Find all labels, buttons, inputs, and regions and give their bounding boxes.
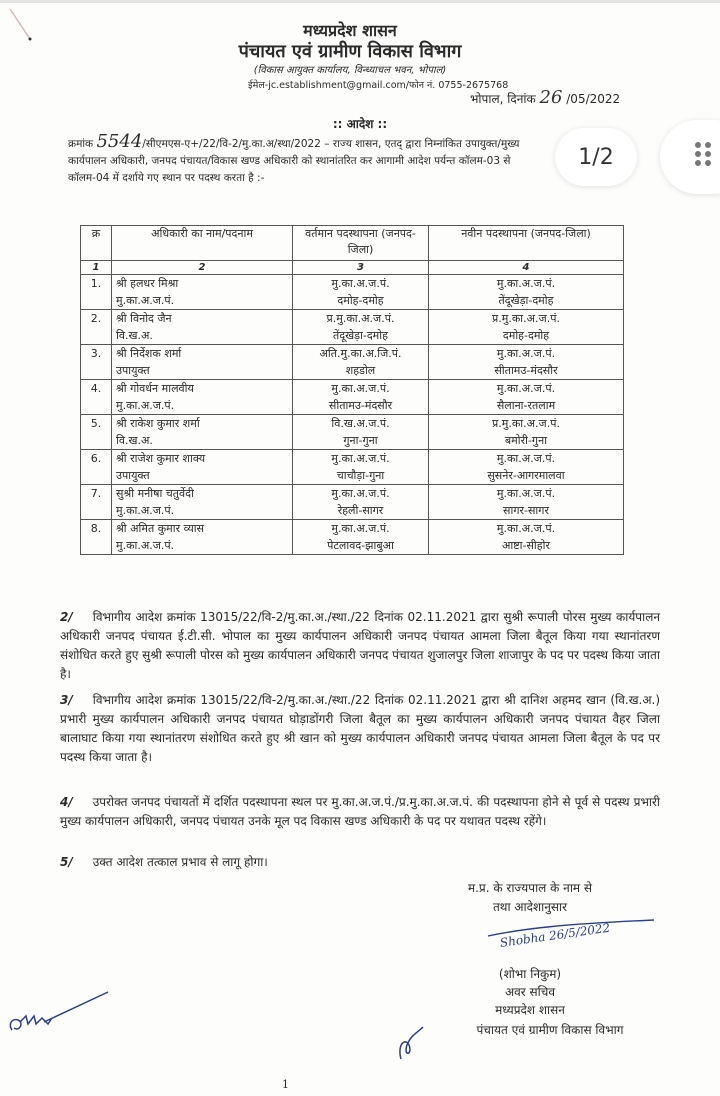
letterhead-office: (विकास आयुक्त कार्यालय, विन्ध्याचल भवन, भोपाल) bbox=[253, 65, 447, 76]
officer-name: श्री राकेश कुमार शर्मा bbox=[116, 417, 200, 430]
officer-name: श्री राजेश कुमार शाक्य bbox=[116, 452, 206, 465]
date-rest: /05/2022 bbox=[566, 92, 621, 106]
current-post: मु.का.अ.ज.पं. bbox=[331, 487, 390, 500]
cell-new-posting bbox=[429, 450, 624, 485]
initial-mark bbox=[395, 1015, 425, 1065]
cell-new-posting bbox=[429, 415, 624, 450]
current-place: सीतामउ-मंदसौर bbox=[328, 399, 393, 412]
header-sn: क्र bbox=[81, 226, 112, 261]
paragraph-4 bbox=[60, 793, 660, 831]
cell-new-posting bbox=[429, 485, 624, 520]
cell-officer bbox=[112, 520, 293, 555]
current-post: मु.का.अ.ज.पं. bbox=[331, 452, 390, 465]
new-place: सागर-सागर bbox=[503, 504, 549, 517]
new-place: आष्टा-सीहोर bbox=[502, 539, 550, 552]
page-indicator bbox=[555, 128, 637, 186]
table-row bbox=[81, 345, 624, 380]
letterhead-contact: ईमेल-jc.establishment@gmail.com/फोन नं. 0755-2675768 bbox=[248, 80, 509, 91]
cell-current-posting bbox=[293, 520, 429, 555]
cell-officer bbox=[112, 415, 293, 450]
officer-name: सुश्री मनीषा चतुर्वेदी bbox=[116, 487, 194, 500]
cell-sn bbox=[81, 275, 112, 310]
new-post: मु.का.अ.ज.पं. bbox=[496, 347, 556, 360]
table-row bbox=[81, 485, 624, 520]
letterhead-department: पंचायत एवं ग्रामीण विकास विभाग bbox=[238, 41, 462, 62]
paragraph-text: उक्त आदेश तत्काल प्रभाव से लागू होगा। bbox=[92, 855, 268, 869]
signatory-government: मध्यप्रदेश शासन bbox=[495, 1003, 565, 1017]
cell-officer bbox=[112, 450, 293, 485]
column-number: 1 bbox=[81, 261, 112, 275]
header-new-posting: नवीन पदस्थापना (जनपद-जिला) bbox=[429, 226, 624, 261]
cell-current-posting bbox=[293, 310, 429, 345]
cell-sn bbox=[81, 345, 112, 380]
serial-number: 6. bbox=[90, 452, 102, 465]
cell-current-posting bbox=[293, 275, 429, 310]
signatory-department: पंचायत एवं ग्रामीण विकास विभाग bbox=[476, 1023, 624, 1037]
paragraph-text: विभागीय आदेश क्रमांक 13015/22/वि-2/मु.का.अ./स्था./22 दिनांक 02.11.2021 द्वारा सुश्री रूपाली पोरस मुख्य कार्यपालन अधिकारी जनपद पंचायत ई.टी.सी. भोपाल का मुख्य कार्यपालन अधिकारी जनपद पंचायत आमला जिला बैतूल किया गया स्थानांतरण संशोधित करते हुए सुश्री रूपाली पोरस को मुख्य कार्यपालन अधिकारी जनपद पंचायत शुजालपुर जिला शाजापुर के पद पर पदस्थ किया जाता है। bbox=[60, 610, 660, 681]
officer-designation: मु.का.अ.ज.पं. bbox=[116, 504, 175, 517]
serial-number: 5. bbox=[90, 417, 102, 430]
cell-new-posting bbox=[429, 520, 624, 555]
order-intro-text: /सीएमएस-ए+/22/वि-2/मु.का.अ/स्था/2022 – राज्य शासन, एतद् द्वारा निम्नांकित उपायुक्त/मुख्य कार्यपालन अधिकारी, जनपद पंचायत/विकास खण्ड अधिकारी को स्थानांतरित कर आगामी आदेश पर्यन्त कॉलम-03 से कॉलम-04 में दर्शाये गए स्थान पर पदस्थ करता है :- bbox=[68, 138, 520, 184]
current-post: मु.का.अ.ज.पं. bbox=[331, 382, 390, 395]
current-place: शहडोल bbox=[345, 364, 376, 377]
cell-current-posting bbox=[293, 380, 429, 415]
letterhead-government: मध्यप्रदेश शासन bbox=[303, 21, 397, 40]
officer-name: श्री अमित कुमार व्यास bbox=[116, 522, 205, 535]
cell-current-posting bbox=[293, 485, 429, 520]
order-intro bbox=[68, 133, 538, 187]
new-post: मु.का.अ.ज.पं. bbox=[496, 487, 556, 500]
transfer-table bbox=[80, 225, 624, 555]
paragraph-5 bbox=[60, 853, 660, 872]
officer-name: श्री हलधर मिश्रा bbox=[116, 277, 179, 290]
table-header-row bbox=[81, 226, 624, 261]
officer-designation: उपायुक्त bbox=[116, 364, 150, 377]
paragraph-number: 2/ bbox=[60, 610, 73, 624]
header-current-posting: वर्तमान पदस्थापना (जनपद-जिला) bbox=[293, 226, 429, 261]
table-row bbox=[81, 415, 624, 450]
new-place: बमोरी-गुना bbox=[504, 434, 548, 447]
serial-number: 2. bbox=[90, 312, 102, 325]
paragraph-2 bbox=[60, 608, 660, 684]
officer-name: श्री विनोद जैन bbox=[116, 312, 172, 325]
cell-sn bbox=[81, 520, 112, 555]
signatory-name: (शोभा निकुम) bbox=[498, 967, 562, 981]
officer-designation: मु.का.अ.ज.पं. bbox=[116, 539, 175, 552]
current-place: तेंदूखेड़ा-दमोह bbox=[333, 329, 388, 342]
initials-signature bbox=[4, 988, 114, 1038]
cell-current-posting bbox=[293, 450, 429, 485]
current-post: वि.ख.अ.ज.पं. bbox=[331, 417, 390, 430]
signatory-title: अवर सचिव bbox=[504, 985, 556, 999]
serial-number: 4. bbox=[90, 382, 102, 395]
current-post: मु.का.अ.ज.पं. bbox=[331, 522, 390, 535]
more-dots-icon bbox=[695, 142, 711, 166]
signature-authority-line2: तथा आदेशानुसार bbox=[492, 900, 568, 914]
officer-designation: वि.ख.अ. bbox=[116, 434, 153, 447]
cell-officer bbox=[112, 310, 293, 345]
new-post: प्र.मु.का.अ.ज.पं. bbox=[492, 417, 560, 430]
cell-new-posting bbox=[429, 380, 624, 415]
table-row bbox=[81, 310, 624, 345]
table-row bbox=[81, 450, 624, 485]
table-row bbox=[81, 275, 624, 310]
column-number: 3 bbox=[293, 261, 429, 275]
order-heading: :: आदेश :: bbox=[332, 117, 388, 131]
current-place: चाचौड़ा-गुना bbox=[336, 469, 385, 482]
paragraph-text: विभागीय आदेश क्रमांक 13015/22/वि-2/मु.का.अ./स्था./22 दिनांक 02.11.2021 द्वारा श्री दानिश अहमद खान (वि.ख.अ.) प्रभारी मुख्य कार्यपालन अधिकारी जनपद पंचायत घोड़ाडोंगरी जिला बैतूल का मुख्य कार्यपालन अधिकारी जनपद पंचायत वैहर जिला बालाघाट किया गया स्थानांतरण संशोधित करते हुए श्री खान को मुख्य कार्यपालन अधिकारी जनपद पंचायत आमला जिला बैतूल के पद पर पदस्थ किया जाता है। bbox=[60, 693, 660, 764]
officer-designation: उपायुक्त bbox=[116, 469, 150, 482]
serial-number: 8. bbox=[90, 522, 102, 535]
current-post: अति.मु.का.अ.जि.पं. bbox=[319, 347, 402, 360]
current-place: दमोह-दमोह bbox=[337, 294, 384, 307]
order-number: 5544 bbox=[96, 131, 143, 152]
cell-current-posting bbox=[293, 345, 429, 380]
header-name: अधिकारी का नाम/पदनाम bbox=[112, 226, 293, 261]
cell-officer bbox=[112, 380, 293, 415]
officer-designation: मु.का.अ.ज.पं. bbox=[116, 294, 175, 307]
cell-sn bbox=[81, 310, 112, 345]
order-number-prefix: क्रमांक bbox=[68, 138, 94, 150]
cell-officer bbox=[112, 485, 293, 520]
paragraph-number: 5/ bbox=[60, 855, 73, 869]
current-place: गुना-गुना bbox=[343, 434, 378, 447]
cell-officer bbox=[112, 275, 293, 310]
current-post: मु.का.अ.ज.पं. bbox=[331, 277, 390, 290]
date-prefix: भोपाल, दिनांक bbox=[470, 92, 536, 106]
new-place: तेंदूखेड़ा-दमोह bbox=[498, 294, 554, 307]
cell-new-posting bbox=[429, 310, 624, 345]
column-number: 4 bbox=[429, 261, 624, 275]
paragraph-number: 3/ bbox=[60, 693, 73, 707]
table-row bbox=[81, 380, 624, 415]
current-post: प्र.मु.का.अ.ज.पं. bbox=[326, 312, 395, 325]
officer-name: श्री निर्देशक शर्मा bbox=[116, 347, 182, 360]
order-date bbox=[470, 87, 620, 108]
page-number: 1 bbox=[282, 1078, 289, 1091]
page-indicator-text: 1/2 bbox=[578, 144, 614, 170]
signature-authority-line1: म.प्र. के राज्यपाल के नाम से bbox=[467, 881, 593, 895]
new-post: मु.का.अ.ज.पं. bbox=[496, 452, 556, 465]
new-post: मु.का.अ.ज.पं. bbox=[496, 277, 556, 290]
cell-officer bbox=[112, 345, 293, 380]
new-post: मु.का.अ.ज.पं. bbox=[496, 382, 556, 395]
new-place: सुसनेर-आगरमालवा bbox=[487, 469, 565, 482]
new-place: दमोह-दमोह bbox=[502, 329, 550, 342]
cell-new-posting bbox=[429, 275, 624, 310]
cell-current-posting bbox=[293, 415, 429, 450]
officer-designation: मु.का.अ.ज.पं. bbox=[116, 399, 175, 412]
new-place: सैलाना-रतलाम bbox=[496, 399, 556, 412]
handwritten-signature: Shobha 26/5/2022 bbox=[499, 920, 611, 950]
table-column-number-row bbox=[81, 261, 624, 275]
new-post: मु.का.अ.ज.पं. bbox=[496, 522, 556, 535]
cell-sn bbox=[81, 450, 112, 485]
current-place: रेहली-सागर bbox=[337, 504, 384, 517]
serial-number: 3. bbox=[90, 347, 102, 360]
date-day: 26 bbox=[539, 87, 563, 108]
new-post: प्र.मु.का.अ.ज.पं. bbox=[492, 312, 560, 325]
officer-name: श्री गोवर्धन मालवीय bbox=[116, 382, 194, 395]
cell-sn bbox=[81, 380, 112, 415]
cell-sn bbox=[81, 415, 112, 450]
cell-new-posting bbox=[429, 345, 624, 380]
paragraph-3 bbox=[60, 691, 660, 767]
table-row bbox=[81, 520, 624, 555]
column-number: 2 bbox=[112, 261, 293, 275]
cell-sn bbox=[81, 485, 112, 520]
current-place: पेटलावद-झाबुआ bbox=[327, 539, 394, 552]
officer-designation: वि.ख.अ. bbox=[116, 329, 153, 342]
serial-number: 7. bbox=[90, 487, 102, 500]
serial-number: 1. bbox=[90, 277, 102, 290]
new-place: सीतामउ-मंदसौर bbox=[494, 364, 558, 377]
paragraph-number: 4/ bbox=[60, 795, 73, 809]
paragraph-text: उपरोक्त जनपद पंचायतों में दर्शित पदस्थापना स्थल पर मु.का.अ.ज.पं./प्र.मु.का.अ.ज.पं. की पदस्थापना होने से पूर्व से पदस्थ प्रभारी मुख्य कार्यपालन अधिकारी, जनपद पंचायत उनके मूल पद विकास खण्ड अधिकारी के पद पर यथावत पदस्थ रहेंगे। bbox=[60, 795, 660, 828]
